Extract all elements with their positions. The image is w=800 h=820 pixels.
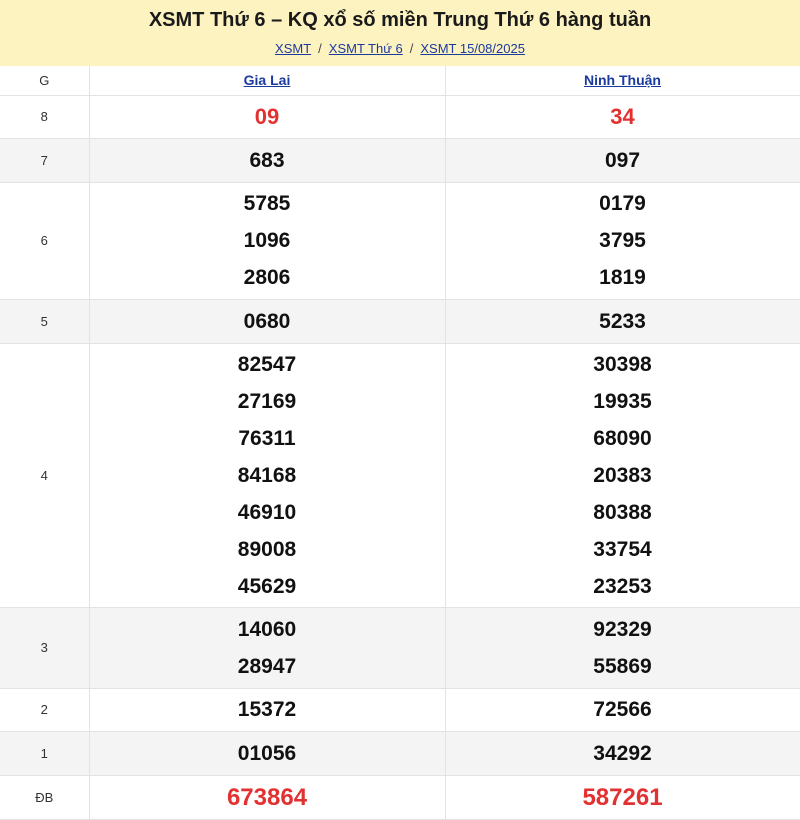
prize-row-5 — [0, 299, 800, 343]
prize-label: 2 — [0, 688, 89, 731]
result-cell-gia-lai — [89, 607, 445, 688]
result-number: 72566 — [593, 698, 652, 721]
prize-row-4 — [0, 343, 800, 607]
result-number: 27169 — [237, 389, 297, 413]
breadcrumb-separator: / — [409, 41, 414, 56]
result-number: 1096 — [243, 229, 291, 252]
result-number: 3795 — [599, 229, 646, 252]
result-number: 19935 — [593, 389, 652, 413]
result-number: 20383 — [593, 463, 652, 487]
result-number: 097 — [604, 148, 641, 172]
result-cell-gia-lai — [89, 775, 445, 819]
result-number: 34292 — [593, 741, 652, 765]
result-number: 1819 — [599, 266, 646, 289]
prize-label: 7 — [0, 138, 89, 182]
result-number: 45629 — [237, 574, 297, 598]
result-number: 0179 — [599, 192, 646, 215]
result-number: 80388 — [593, 500, 652, 524]
result-number: 76311 — [238, 426, 296, 450]
result-number: 28947 — [237, 654, 297, 678]
result-cell-gia-lai — [89, 95, 445, 138]
prize-label: ĐB — [0, 775, 89, 819]
result-cell-ninh-thuan — [445, 95, 800, 138]
result-cell-gia-lai — [89, 182, 445, 299]
result-cell-ninh-thuan — [445, 688, 800, 731]
result-cell-ninh-thuan — [445, 138, 800, 182]
result-number: 55869 — [593, 654, 652, 678]
result-number: 01056 — [237, 741, 297, 765]
result-cell-ninh-thuan — [445, 775, 800, 819]
result-cell-gia-lai — [89, 688, 445, 731]
result-number: 34 — [610, 104, 635, 129]
result-cell-ninh-thuan — [445, 299, 800, 343]
result-number: 92329 — [593, 617, 652, 641]
result-cell-ninh-thuan — [445, 182, 800, 299]
result-number: 15372 — [237, 698, 297, 721]
result-number: 46910 — [237, 500, 297, 524]
prize-label: 3 — [0, 607, 89, 688]
result-number: 30398 — [593, 352, 652, 376]
result-cell-ninh-thuan — [445, 607, 800, 688]
special-prize-number: 673864 — [226, 783, 308, 811]
province-header-gia-lai — [89, 66, 445, 95]
result-number: 09 — [254, 104, 280, 129]
result-cell-gia-lai — [89, 731, 445, 775]
breadcrumb-date-link[interactable]: XSMT 15/08/2025 — [420, 41, 525, 56]
result-number: 89008 — [237, 537, 297, 561]
results-table — [0, 66, 800, 820]
result-number: 683 — [249, 148, 285, 172]
result-cell-ninh-thuan — [445, 731, 800, 775]
result-number: 84168 — [237, 463, 297, 487]
result-cell-gia-lai — [89, 138, 445, 182]
result-number: 14060 — [237, 617, 297, 641]
prize-label: 1 — [0, 731, 89, 775]
result-number: 5785 — [243, 192, 291, 215]
prize-row-special — [0, 775, 800, 819]
province-link-ninh-thuan[interactable]: Ninh Thuận — [584, 72, 661, 89]
prize-row-7 — [0, 138, 800, 182]
result-number: 2806 — [243, 266, 291, 289]
table-header-row — [0, 66, 800, 95]
prize-label: 8 — [0, 95, 89, 138]
breadcrumb-separator: / — [318, 41, 322, 56]
special-prize-number: 587261 — [582, 783, 663, 811]
province-header-ninh-thuan — [445, 66, 800, 95]
breadcrumb-xsmt-link[interactable]: XSMT — [275, 41, 312, 56]
prize-label: 5 — [0, 299, 89, 343]
page-title: XSMT Thứ 6 – KQ xổ số miền Trung Thứ 6 hàng tuần — [148, 9, 652, 31]
result-number: 68090 — [593, 426, 652, 450]
prize-column-header: G — [0, 66, 89, 95]
result-cell-gia-lai — [89, 343, 445, 607]
prize-row-8 — [0, 95, 800, 138]
breadcrumb — [0, 41, 800, 56]
result-number: 23253 — [593, 574, 652, 598]
prize-row-3 — [0, 607, 800, 688]
breadcrumb-xsmt-thu6-link[interactable]: XSMT Thứ 6 — [328, 41, 403, 56]
prize-row-6 — [0, 182, 800, 299]
result-cell-ninh-thuan — [445, 343, 800, 607]
result-number: 33754 — [593, 537, 652, 561]
result-number: 5233 — [599, 309, 646, 333]
page-header — [0, 0, 800, 66]
prize-row-1 — [0, 731, 800, 775]
province-link-gia-lai[interactable]: Gia Lai — [243, 72, 291, 89]
result-cell-gia-lai — [89, 299, 445, 343]
prize-label: 6 — [0, 182, 89, 299]
prize-label: 4 — [0, 343, 89, 607]
result-number: 0680 — [243, 309, 291, 333]
result-number: 82547 — [237, 352, 297, 376]
prize-row-2 — [0, 688, 800, 731]
